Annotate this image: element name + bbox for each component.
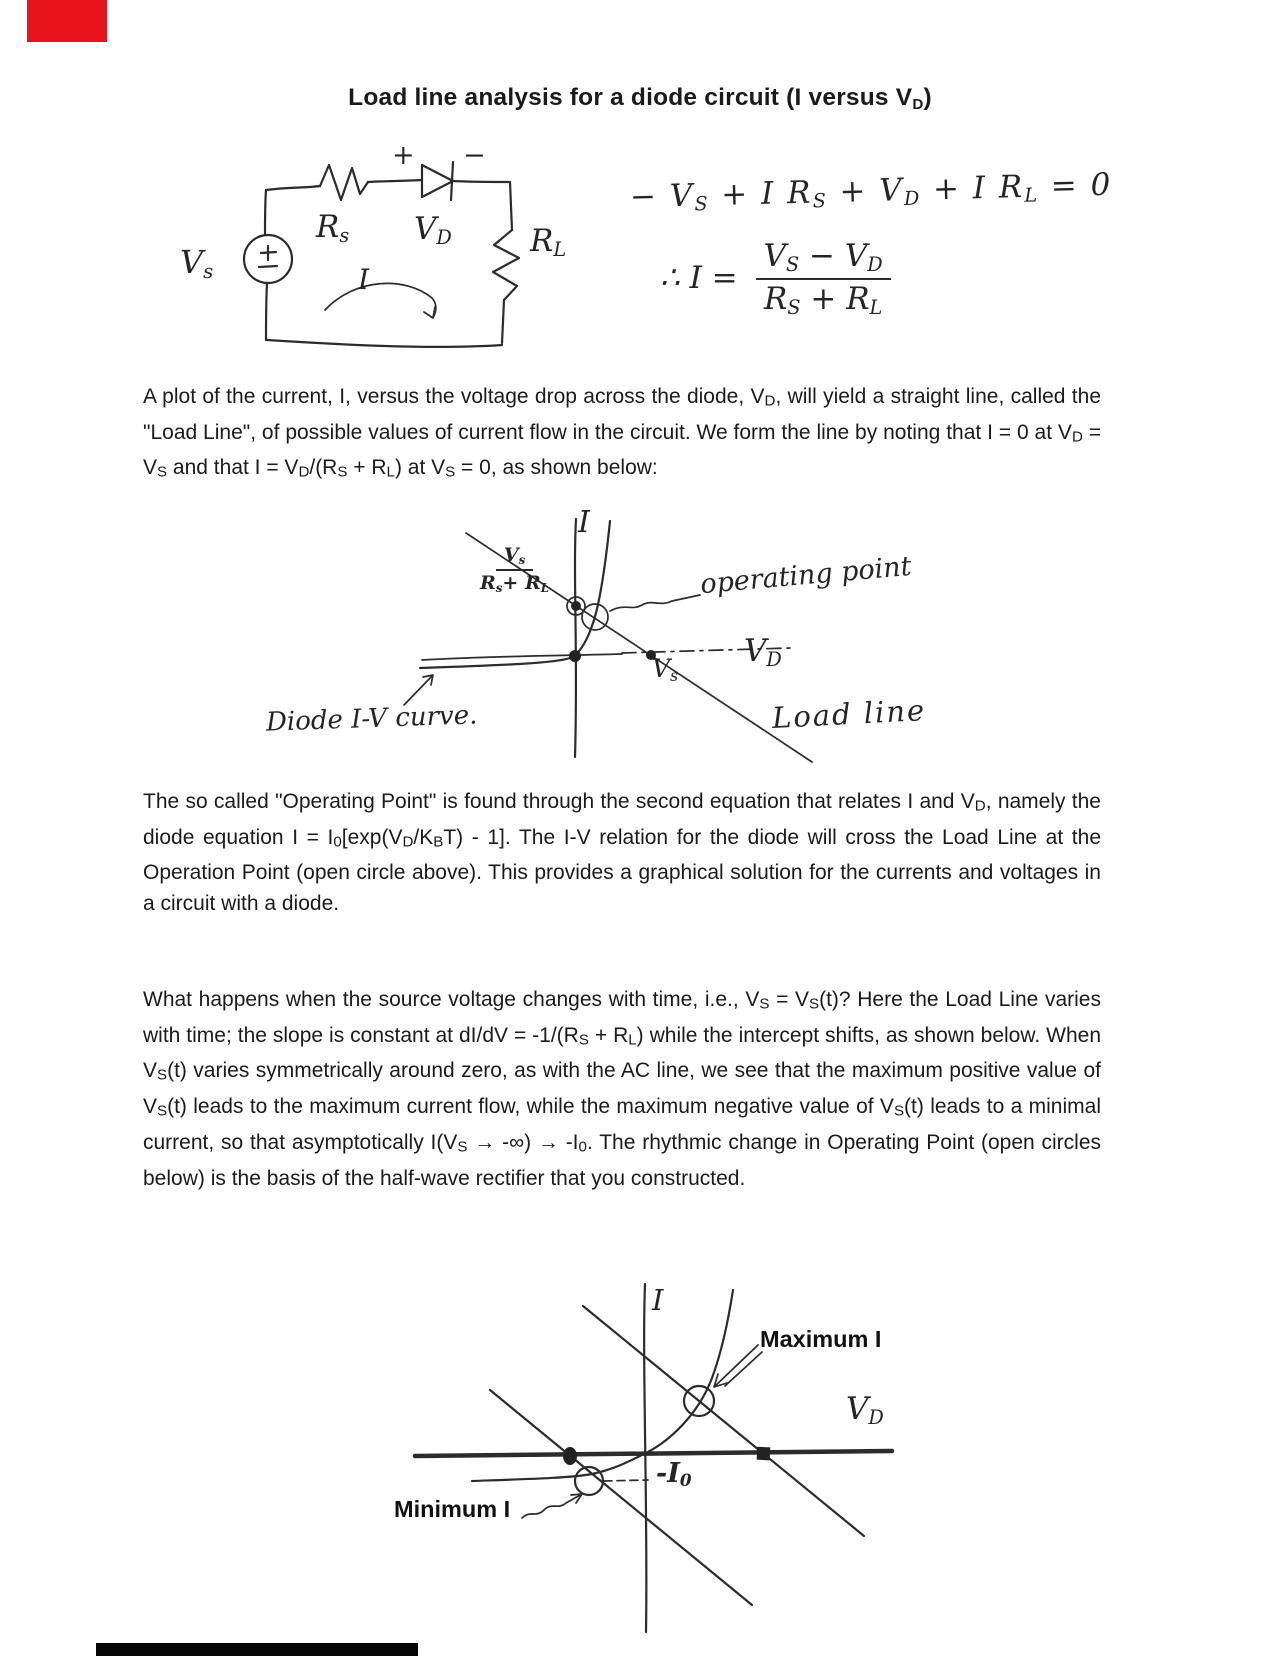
black-scan-mark	[96, 1643, 418, 1656]
source-plus-minus	[259, 246, 277, 267]
diode-curve-label: Diode I-V curve.	[265, 700, 478, 738]
rectifier-graph	[330, 1260, 970, 1640]
left-wire	[265, 190, 267, 340]
maximum-i-label: Maximum I	[760, 1326, 882, 1352]
wire-after-diode	[453, 181, 512, 230]
vd-axis-line	[422, 654, 622, 660]
neg-i0-label: $-I_0$	[656, 1458, 692, 1491]
kvl-equation: − $V_S + I$ $R_S + V_D + I$ $R_L = 0$	[629, 166, 1113, 216]
vd-axis-line	[415, 1451, 892, 1456]
red-scan-mark	[27, 0, 107, 42]
diode-symbol	[422, 162, 453, 200]
current-fraction	[756, 240, 891, 318]
minimum-squiggle-arrow	[522, 1494, 582, 1518]
neg-i0-dashed-line	[604, 1480, 648, 1481]
source-voltage-label: $V_s$	[180, 243, 214, 283]
i-axis-line	[575, 519, 576, 757]
rl-label: $R_L$	[530, 223, 567, 261]
diode-curve-arrow	[404, 675, 433, 705]
page-title: Load line analysis for a diode circuit (I versus $V_D$)	[348, 84, 932, 113]
fraction-numerator: $V_S - V_D$	[756, 240, 891, 280]
vs-intercept-label: $V_s$	[652, 654, 679, 685]
rs-label: $R_s$	[316, 209, 350, 247]
wire-to-diode	[368, 180, 422, 182]
current-solution-equation	[660, 240, 891, 318]
diode-plus-sign: +	[392, 140, 415, 171]
vd-label: $V_D$	[414, 211, 452, 249]
minimum-i-label: Minimum I	[394, 1496, 511, 1522]
load-line-graph	[270, 505, 960, 777]
intercept-fraction-label	[480, 546, 549, 595]
origin-dot	[569, 650, 581, 662]
rs-resistor-zigzag	[320, 165, 368, 200]
current-loop-arrow	[325, 283, 436, 318]
i-axis-label: I	[652, 1283, 664, 1317]
therefore-term: ∴ I =	[660, 260, 738, 297]
load-line-label: Load line	[771, 692, 927, 736]
paragraph-operating-point: The so called "Operating Point" is found through the second equation that relates I and VD, namely the diode equation I = I0[exp(VD/KBT) - 1]. The I-V relation for the diode will cross the Load Line at the Operation Point (open circle above). This provides a graphical solution for the currents and voltages in a circuit with a diode.	[143, 790, 1102, 916]
bottom-wire	[267, 340, 502, 347]
paragraph-time-varying: What happens when the source voltage changes with time, i.e., VS = VS(t)? Here the Load Line varies with time; the slope is constant at dI/dV = -1/(RS + RL) while the intercept shifts, as shown below. When VS(t) varies symmetrically around zero, as with the AC line, we see that the maximum positive value of VS(t) leads to the maximum current flow, while the maximum negative value of VS(t) leads to a minimal current, so that asymptotically I(VS → -∞) → -I0. The rhythmic change in Operating Point (open circles below) is the basis of the half-wave rectifier that you constructed.	[143, 988, 1102, 1190]
intercept-denominator: $R_s+ R_L$	[480, 572, 550, 596]
fraction-denominator: $R_S + R_L$	[764, 280, 883, 319]
diode-minus-sign: −	[463, 140, 486, 171]
rl-resistor-zigzag	[493, 230, 519, 300]
loop-current-label: I	[358, 263, 370, 296]
intercept-numerator: $V_s$	[496, 546, 533, 571]
vd-axis-label: $V_D$	[846, 1391, 884, 1429]
vd-axis-label: $V_D$	[744, 633, 782, 671]
max-axis-square	[757, 1447, 771, 1461]
top-wire	[266, 186, 320, 190]
operating-point-arrow	[610, 595, 700, 611]
paragraph-load-line-intro: A plot of the current, I, versus the voltage drop across the diode, VD, will yield a straight line, called the "Load Line", of possible values of current flow in the circuit. We form the line by noting that I = 0 at VD = VS and that I = VD/(RS + RL) at VS = 0, as shown below:	[143, 385, 1102, 482]
i-axis-label: I	[578, 505, 590, 540]
i-axis-line	[644, 1284, 646, 1632]
load-line-min	[490, 1390, 752, 1605]
right-wire	[502, 300, 504, 343]
min-axis-dot	[563, 1447, 577, 1465]
y-intercept-dot	[571, 601, 581, 611]
operating-point-label: operating point	[699, 550, 913, 601]
